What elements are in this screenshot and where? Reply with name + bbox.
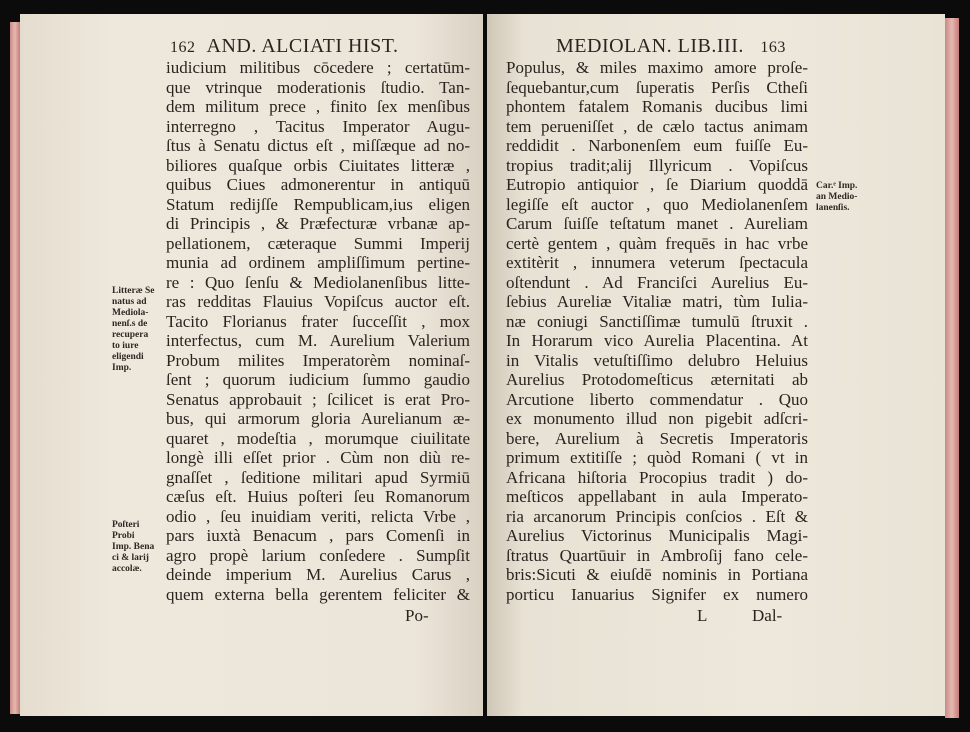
margin-note-line: an Medio- [816, 192, 858, 202]
text-line: ex monumento illud non pigebit adſcri- [506, 409, 808, 428]
text-line: tropius tradit;alij Illyricum . Vopiſcus [506, 155, 808, 175]
margin-note-line: nenſ.s de [112, 319, 148, 329]
margin-note-line: Mediola- [112, 308, 149, 318]
margin-note-line: Litteræ Se [112, 286, 155, 296]
right-margin-note [816, 181, 857, 214]
left-page-number: 162 [170, 39, 196, 56]
text-line: in Vitalis vetuſtiſſimo delubro Heluius [506, 350, 808, 370]
text-line: pars iuxtà Benacum , pars Comenſi in [166, 526, 470, 545]
text-line: odio , ſeu inuidiam veriti, relicta Vrbe , [166, 506, 470, 526]
margin-note-line: lanenſis. [816, 203, 850, 213]
text-line: Populus, & miles maximo amore proſe- [506, 58, 808, 77]
text-line: ſtratus Quartūuir in Ambroſij fano cele- [506, 545, 808, 565]
text-line: ſent ; quorum iudicium ſummo gaudio [166, 370, 470, 389]
right-page-number: 163 [760, 39, 786, 56]
text-line: dem militum prece , finito ſex menſibus [166, 97, 470, 116]
right-text-column [506, 58, 808, 604]
margin-note-line: Poſteri [112, 520, 140, 530]
right-header [556, 35, 786, 59]
margin-note-line: Car.ᵉ Imp. [816, 181, 858, 191]
text-line: Senatus approbauit ; ſcilicet is erat Pro- [166, 389, 470, 409]
text-line: longè illi eſſet prior . Cùm non diù re- [166, 448, 470, 467]
text-line: Tacito Florianus frater ſucceſſit , mox [166, 311, 470, 331]
left-margin-note [112, 286, 154, 374]
text-line: agro propè larium conſedere . Sumpſit [166, 545, 470, 565]
text-line: deinde imperium M. Aurelius Carus , [166, 565, 470, 584]
text-line: ſequebantur,cum ſuperatis Perſis Ctheſi [506, 77, 808, 97]
text-line: bus, qui armorum gloria Aurelianum æ- [166, 409, 470, 428]
left-header [170, 35, 398, 59]
text-line: extitèrit , innumera veterum ſpectacula [506, 253, 808, 272]
text-line: ras redditas Flauius Vopiſcus auctor eſt. [166, 292, 470, 311]
text-line: quaret , modeſtia , morumque ciuilitate [166, 428, 470, 448]
text-line: pellationem, cæteraque Summi Imperij [166, 233, 470, 253]
text-line: primum extitiſſe ; quòd Romani ( vt in [506, 448, 808, 467]
text-line: Probum milites Imperatorèm nominaſ- [166, 350, 470, 370]
text-line: Statum rediјſſe Rempublicam,ius eligen [166, 194, 470, 214]
margin-note-line: accolæ. [112, 564, 142, 574]
text-line: gnaſſet , ſeditione militari apud Syrmiū [166, 467, 470, 487]
text-line: Arcutione liberto commendatur . Quo [506, 389, 808, 409]
left-page-edge [10, 22, 20, 714]
text-line: oſtendunt . Ad Franciſci Aurelius Eu- [506, 272, 808, 292]
signature-mark: L [697, 606, 708, 625]
left-catchword: Po- [405, 606, 429, 625]
margin-note-line: ci & larij [112, 553, 149, 563]
text-line: re : Quo ſenſu & Mediolanenſibus litte- [166, 272, 470, 292]
margin-note-line: recupera [112, 330, 149, 340]
margin-note-line: to iure [112, 341, 139, 351]
text-line: meſticos appellabant in aula Imperato- [506, 487, 808, 506]
right-page-edge [945, 18, 959, 718]
text-line: bris:Sicuti & eiuſdē nominis in Portiana [506, 565, 808, 584]
text-line: interfectus, cum M. Aurelium Valerium [166, 331, 470, 350]
text-line: ria arcanorum Principis conſcios . Eſt & [506, 506, 808, 526]
text-line: næ coniugi Sanctiſſimæ tumulū ſtruxit . [506, 311, 808, 331]
left-text-column [166, 58, 470, 604]
margin-note-line: Imp. [112, 363, 132, 373]
text-line: quem externa bella gerentem feliciter & [166, 584, 470, 604]
text-line: tem perueniſſet , de cælo tactus animam [506, 116, 808, 136]
text-line: Africana hiſtoria Procopius tradit ) do- [506, 467, 808, 487]
margin-note-line: eligendi [112, 352, 144, 362]
text-line: Eutropio antiquior , ſe Diarium quoddā [506, 175, 808, 194]
text-line: reddidit . Narbonenſem eum fuiſſe Eu- [506, 136, 808, 155]
text-line: legiſſe eſt auctor , quo Mediolanenſem [506, 194, 808, 214]
text-line: In Horarum vico Aurelia Placentina. At [506, 331, 808, 350]
text-line: phontem fatalem Romanis ducibus limi [506, 97, 808, 116]
margin-note-line: natus ad [112, 297, 147, 307]
text-line: di Principis , & Præfecturæ vrbanæ ap- [166, 214, 470, 233]
text-line: munia ad ordinem ampliſſimum pertine- [166, 253, 470, 272]
text-line: iudicium militibus cōcedere ; certatūm- [166, 58, 470, 77]
text-line: ſebius Aureliæ Vitaliæ matri, tùm Iulia- [506, 292, 808, 311]
text-line: Aurelius Victorinus Municipalis Magi- [506, 526, 808, 545]
right-running-head: MEDIOLAN. LIB.III. [556, 35, 744, 57]
left-running-head: AND. ALCIATI HIST. [206, 35, 399, 57]
text-line: interregno , Tacitus Imperator Augu- [166, 116, 470, 136]
margin-note-line: Probi [112, 531, 135, 541]
text-line: quibus Ciues admonerentur in antiquū [166, 175, 470, 194]
text-line: Carum ſuiſſe teſtatum manet . Aureliam [506, 214, 808, 233]
text-line: biliores quaſque orbis Ciuitates litteræ , [166, 155, 470, 175]
margin-note-line: Imp. Bena [112, 542, 155, 552]
text-line: Aurelius Protodomeſticus æternitati ab [506, 370, 808, 389]
text-line: bere, Aurelium à Secretis Imperatoris [506, 428, 808, 448]
text-line: certè gentem , quàm frequēs in hac vrbe [506, 233, 808, 253]
right-catchword: Dal- [752, 606, 783, 625]
left-margin-note [112, 520, 154, 575]
text-line: cæſus eſt. Huius poſteri ſeu Romanorum [166, 487, 470, 506]
text-line: ſtus à Senatu dictus eſt , miſſæque ad no- [166, 136, 470, 155]
text-line: que vtrinque moderationis ſtudio. Tan- [166, 77, 470, 97]
text-line: porticu Ianuarius Signifer ex numero [506, 584, 808, 604]
